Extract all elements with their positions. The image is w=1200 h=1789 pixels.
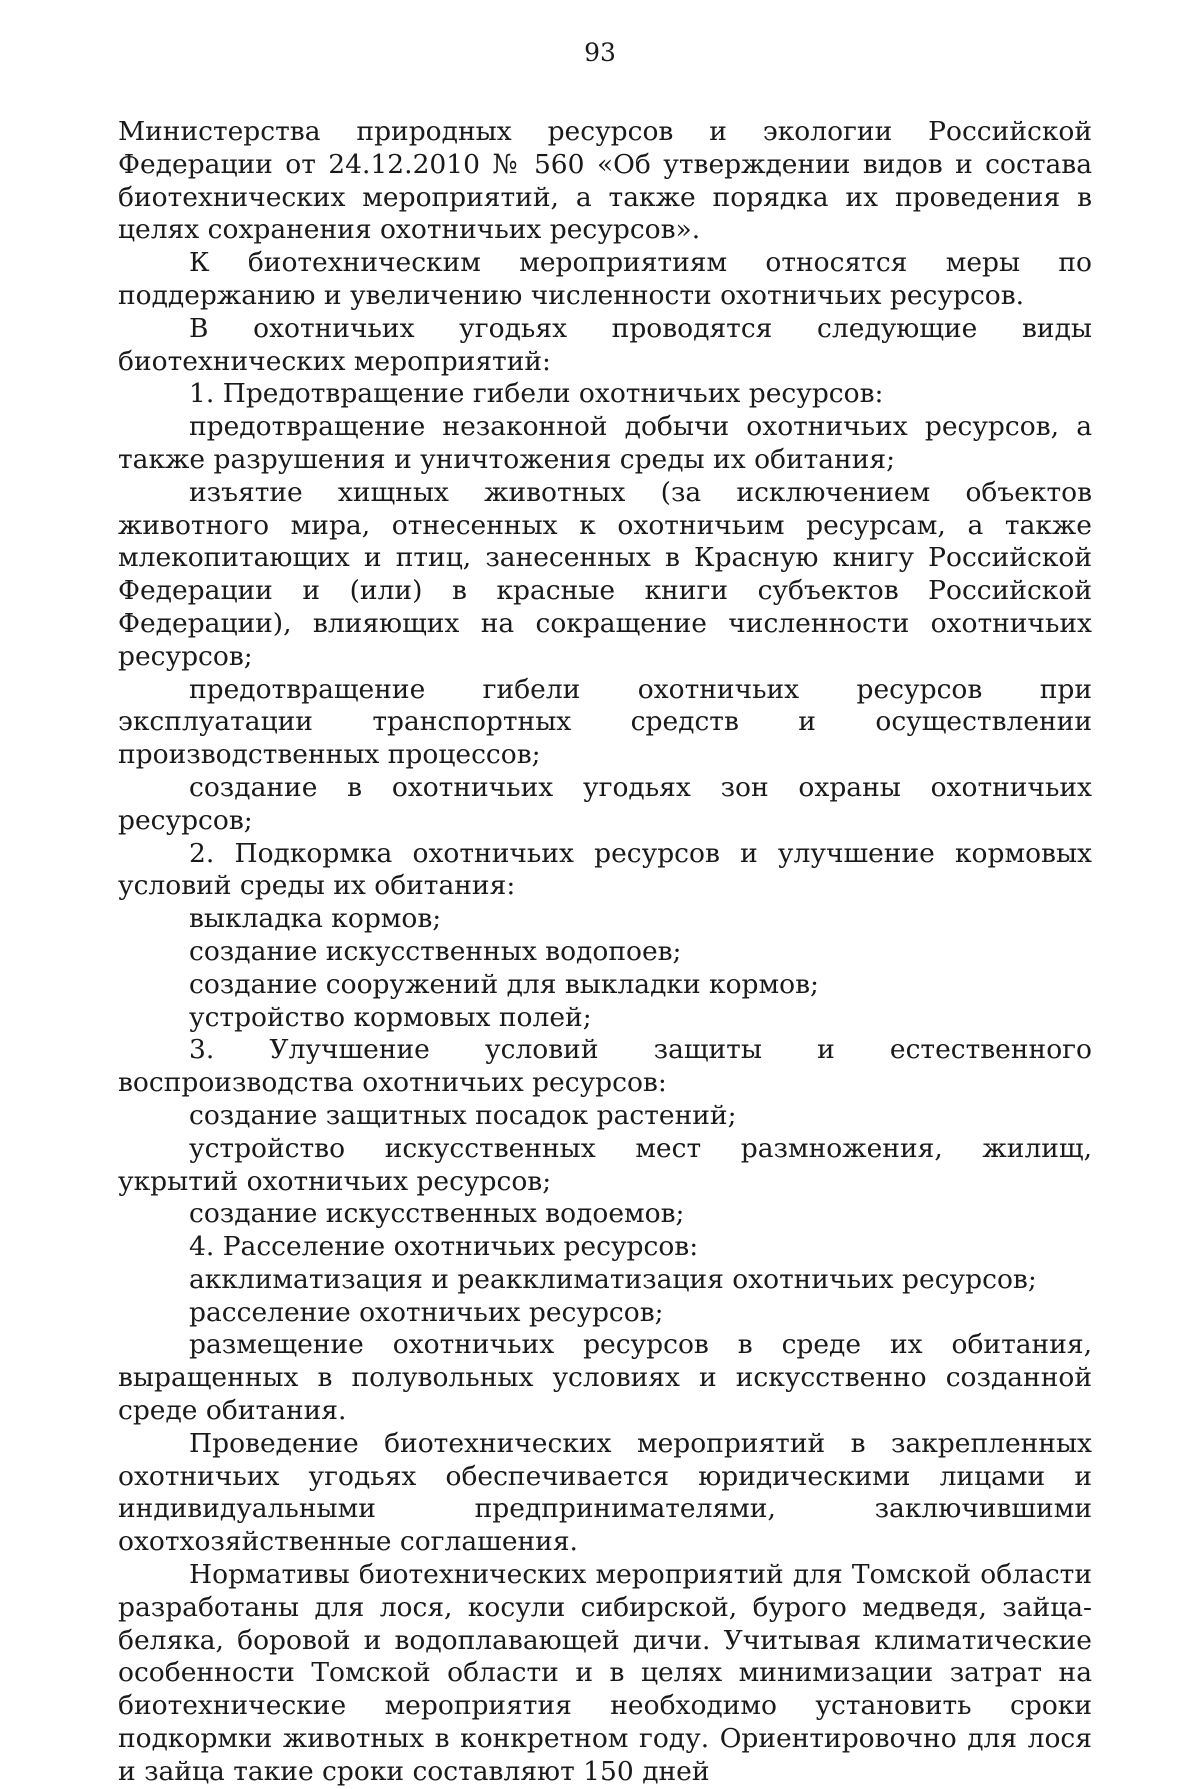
list-heading: 2. Подкормка охотничьих ресурсов и улучшение кормовых условий среды их обитания: (118, 837, 1092, 902)
list-item: предотвращение гибели охотничьих ресурсов при эксплуатации транспортных средств и осуществлении производственных процессов; (118, 673, 1092, 771)
list-item: изъятие хищных животных (за исключением объектов животного мира, отнесенных к охотничьим ресурсам, а также млекопитающих и птиц, занесенных в Красную книгу Российской Федерации и (или) в красные книги субъектов Российской Федерации), влияющих на сокращение численности охотничьих ресурсов; (118, 476, 1092, 672)
page-number: 93 (584, 38, 616, 67)
list-item: предотвращение незаконной добычи охотничьих ресурсов, а также разрушения и уничтожения среды их обитания; (118, 411, 1092, 475)
paragraph: В охотничьих угодьях проводятся следующие виды биотехнических мероприятий: (118, 312, 1092, 377)
list-item: размещение охотничьих ресурсов в среде их обитания, выращенных в полувольных условиях и искусственно созданной среде обитания. (118, 1329, 1092, 1427)
list-item: создание в охотничьих угодьях зон охраны охотничьих ресурсов; (118, 771, 1092, 836)
paragraph: Проведение биотехнических мероприятий в закрепленных охотничьих угодьях обеспечивается юридическими лицами и индивидуальными предпринимателями, заключившими охотхозяйственные соглашения. (118, 1427, 1092, 1558)
list-item: выкладка кормов; (189, 903, 442, 935)
list-item: расселение охотничьих ресурсов; (189, 1296, 664, 1328)
paragraph: К биотехническим мероприятиям относятся меры по поддержанию и увеличению численности охотничьих ресурсов. (118, 247, 1092, 311)
document-body (118, 116, 1092, 1789)
paragraph: Нормативы биотехнических мероприятий для Томской области разработаны для лося, косули сибирской, бурого медведя, зайца-беляка, боровой и водоплавающей дичи. Учитывая климатические особенности Томской области и в целях минимизации затрат на биотехнические мероприятия необходимо установить сроки подкормки животных в конкретном году. Ориентировочно для лося и зайца такие сроки составляют 150 дней (118, 1559, 1092, 1787)
list-heading: 3. Улучшение условий защиты и естественного воспроизводства охотничьих ресурсов: (118, 1034, 1092, 1099)
list-heading: 1. Предотвращение гибели охотничьих ресурсов: (189, 378, 884, 410)
list-item: создание искусственных водоемов; (189, 1198, 685, 1230)
list-item: устройство кормовых полей; (189, 1001, 592, 1033)
list-item: устройство искусственных мест размножения, жилищ, укрытий охотничьих ресурсов; (118, 1132, 1092, 1197)
list-item: создание сооружений для выкладки кормов; (189, 968, 819, 1000)
list-item: создание защитных посадок растений; (189, 1099, 737, 1131)
paragraph: Министерства природных ресурсов и экологии Российской Федерации от 24.12.2010 № 560 «Об утверждении видов и состава биотехнических мероприятий, а также порядка их проведения в целях сохранения охотничьих ресурсов». (118, 116, 1092, 246)
list-heading: 4. Расселение охотничьих ресурсов: (189, 1231, 699, 1263)
list-item: акклиматизация и реакклиматизация охотничьих ресурсов; (189, 1263, 1037, 1295)
list-item: создание искусственных водопоев; (189, 935, 682, 967)
